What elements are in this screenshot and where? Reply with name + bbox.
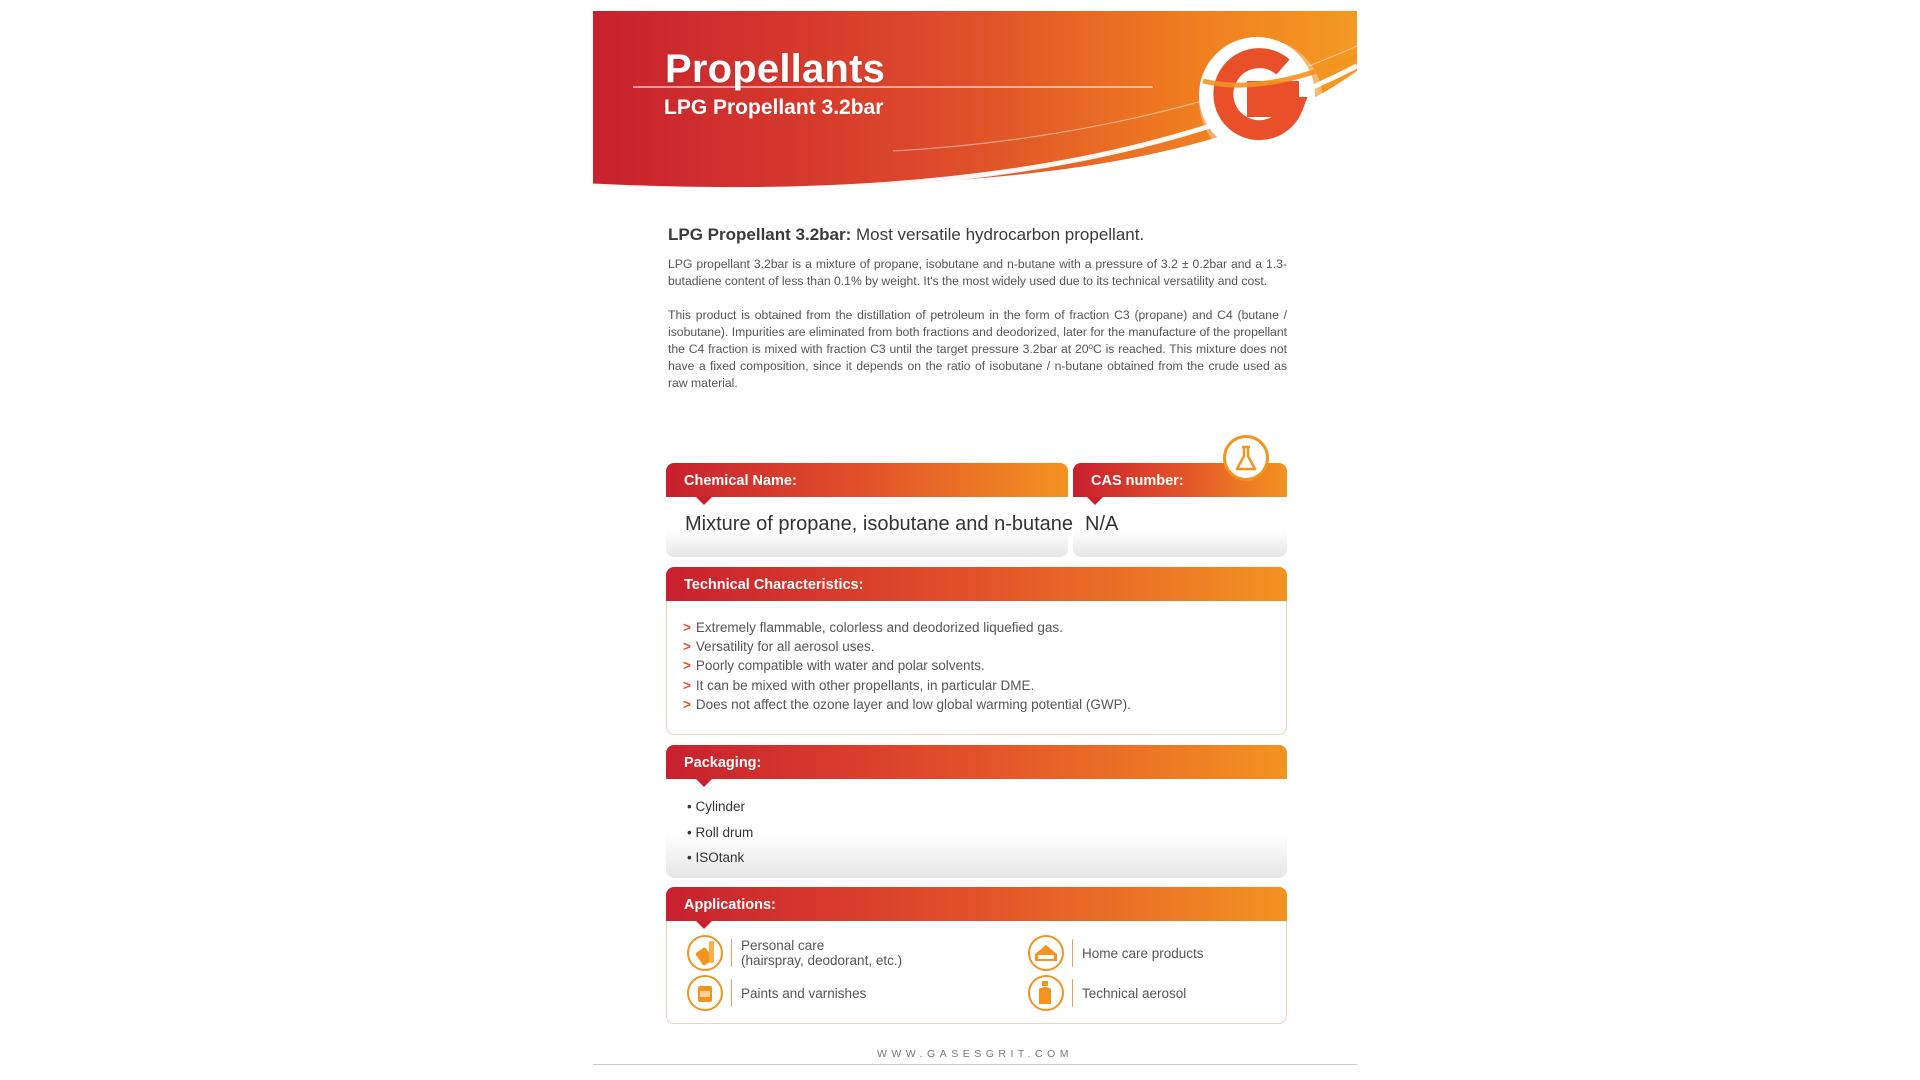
separator	[1072, 979, 1073, 1007]
application-label-line2: (hairspray, deodorant, etc.)	[741, 953, 903, 968]
application-label: Home care products	[1082, 945, 1204, 961]
paint-can-icon	[687, 975, 723, 1011]
list-item-text: Versatility for all aerosol uses.	[695, 639, 875, 655]
list-item	[683, 618, 1131, 637]
header-notch	[696, 921, 712, 929]
application-label: Paints and varnishes	[741, 985, 867, 1001]
bullet-arrow: >	[683, 639, 691, 655]
application-label	[741, 938, 902, 968]
bullet-arrow: >	[683, 658, 691, 674]
intro-paragraph-2: This product is obtained from the distillation of petroleum in the form of fraction C3 (propane) and C4 (butane / isobutane). Impurities are eliminated from both fractions and deodorized, later for the manufacture of the propellant the C4 fraction is mixed with fraction C3 until the target pressure 3.2bar at 20ºC is reached. This mixture does not have a fixed composition, since it depends on the ratio of isobutane / n-butane obtained from the crude used as raw material.	[668, 308, 1287, 390]
intro-section	[668, 225, 1287, 392]
list-item: • ISOtank	[687, 850, 745, 865]
bullet-arrow: >	[683, 620, 691, 635]
bullet-arrow: >	[683, 696, 691, 712]
cas-number-label: CAS number:	[1091, 473, 1184, 489]
chemical-name-value: Mixture of propane, isobutane and n-butane	[685, 513, 1074, 535]
applications-label: Applications:	[684, 897, 776, 913]
header-notch	[696, 497, 712, 505]
list-item	[683, 695, 1131, 714]
list-item-text: It can be mixed with other propellants, in particular DME.	[695, 677, 1035, 693]
intro-paragraph-1: LPG propellant 3.2bar is a mixture of propane, isobutane and n-butane with a pressure of 3.2 ± 0.2bar and a 1.3-butadiene content of less than 0.1% by weight. It's the most widely used due to its technical versatility and cost.	[668, 257, 1287, 288]
flask-icon	[1223, 435, 1269, 481]
list-item-text: Poorly compatible with water and polar solvents.	[695, 658, 985, 674]
header-notch	[1087, 497, 1103, 505]
list-item	[683, 637, 1131, 656]
cas-number-value: N/A	[1085, 513, 1119, 535]
list-item	[683, 656, 1131, 675]
footer-divider	[593, 1064, 1357, 1065]
application-home-care	[1028, 935, 1204, 971]
list-item-text: Does not affect the ozone layer and low global warming potential (GWP).	[695, 696, 1131, 712]
datasheet-page	[593, 11, 1357, 1080]
intro-lead-text: Most versatile hydrocarbon propellant.	[851, 225, 1145, 244]
header-notch	[696, 779, 712, 787]
list-item: • Cylinder	[687, 799, 745, 814]
intro-lead-bold: LPG Propellant 3.2bar:	[668, 225, 852, 244]
technical-label: Technical Characteristics:	[684, 577, 864, 593]
intro-lead	[668, 225, 1287, 245]
technical-list	[683, 618, 1131, 714]
page-title: Propellants	[665, 47, 886, 91]
packaging-label: Packaging:	[684, 755, 762, 771]
aerosol-can-icon	[1028, 975, 1064, 1011]
bullet-arrow: >	[683, 677, 691, 693]
list-item	[683, 676, 1131, 695]
footer-website: WWW.GASESGRIT.COM	[876, 1048, 1074, 1060]
chemical-name-header	[666, 463, 1068, 497]
technical-header	[666, 567, 1287, 601]
application-personal-care	[687, 935, 902, 971]
applications-header	[666, 887, 1287, 921]
home-care-icon	[1028, 935, 1064, 971]
chemical-name-label: Chemical Name:	[684, 473, 797, 489]
application-label: Technical aerosol	[1082, 985, 1187, 1001]
application-paints	[687, 975, 866, 1011]
separator	[1072, 939, 1073, 967]
packaging-list	[687, 794, 753, 871]
application-label-line1: Personal care	[741, 938, 825, 953]
personal-care-icon	[687, 935, 723, 971]
header-banner	[593, 11, 1357, 196]
separator	[731, 979, 732, 1007]
page-subtitle: LPG Propellant 3.2bar	[664, 96, 884, 119]
packaging-header	[666, 745, 1287, 779]
application-technical-aerosol	[1028, 975, 1186, 1011]
separator	[731, 939, 732, 967]
packaging-box	[666, 779, 1287, 878]
list-item: • Roll drum	[687, 824, 754, 840]
list-item-text: Extremely flammable, colorless and deodorized liquefied gas.	[695, 620, 1063, 635]
